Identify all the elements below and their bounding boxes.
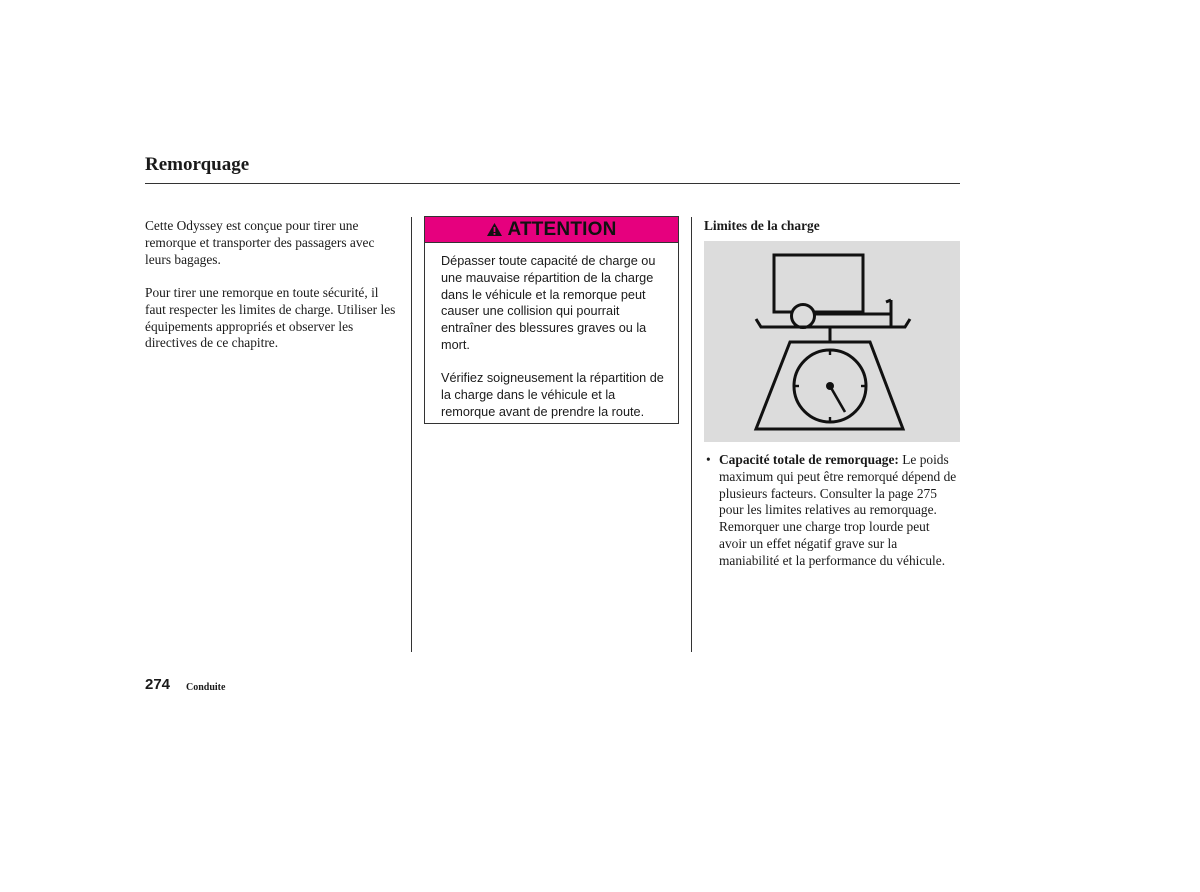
- section-name: Conduite: [186, 682, 226, 693]
- bullet-text: [719, 452, 960, 570]
- warning-paragraph: Vérifiez soigneusement la répartition de la charge dans le véhicule et la remorque avant de prendre la route.: [441, 371, 664, 419]
- warning-body: [425, 243, 678, 421]
- bullet-marker: •: [706, 452, 711, 467]
- page-title: Remorquage: [145, 154, 250, 175]
- scale-drawing: [704, 241, 960, 442]
- intro-paragraph: Cette Odyssey est conçue pour tirer une remorque et transporter des passagers avec leurs bagages.: [145, 218, 375, 267]
- bullet-description: Le poids maximum qui peut être remorqué dépend de plusieurs facteurs. Consulter la page 275 pour les limites relatives au remorquage. Remorquer une charge trop lourde peut avoir un effet négatif grave sur la maniabilité et la performance du véhicule.: [719, 452, 957, 568]
- intro-column: [145, 218, 400, 369]
- column-divider: [411, 217, 412, 652]
- towing-capacity-item: [706, 452, 960, 570]
- limits-heading: Limites de la charge: [704, 218, 820, 233]
- column-divider: [691, 217, 692, 652]
- title-divider: [145, 183, 960, 184]
- page-number: 274: [145, 676, 171, 693]
- warning-triangle-icon: [486, 222, 503, 237]
- warning-header: [425, 217, 678, 243]
- warning-box: [424, 216, 679, 424]
- warning-label: ATTENTION: [507, 218, 617, 240]
- warning-paragraph: Dépasser toute capacité de charge ou une mauvaise répartition de la charge dans le véhicule et la remorque peut causer une collision qui pourrait entraîner des blessures graves ou la mort.: [441, 254, 656, 352]
- bullet-term: Capacité totale de remorquage:: [719, 452, 899, 467]
- trailer-on-scale-illustration: [704, 241, 960, 442]
- intro-paragraph: Pour tirer une remorque en toute sécurité, il faut respecter les limites de charge. Utiliser les équipements appropriés et observer les directives de ce chapitre.: [145, 284, 396, 351]
